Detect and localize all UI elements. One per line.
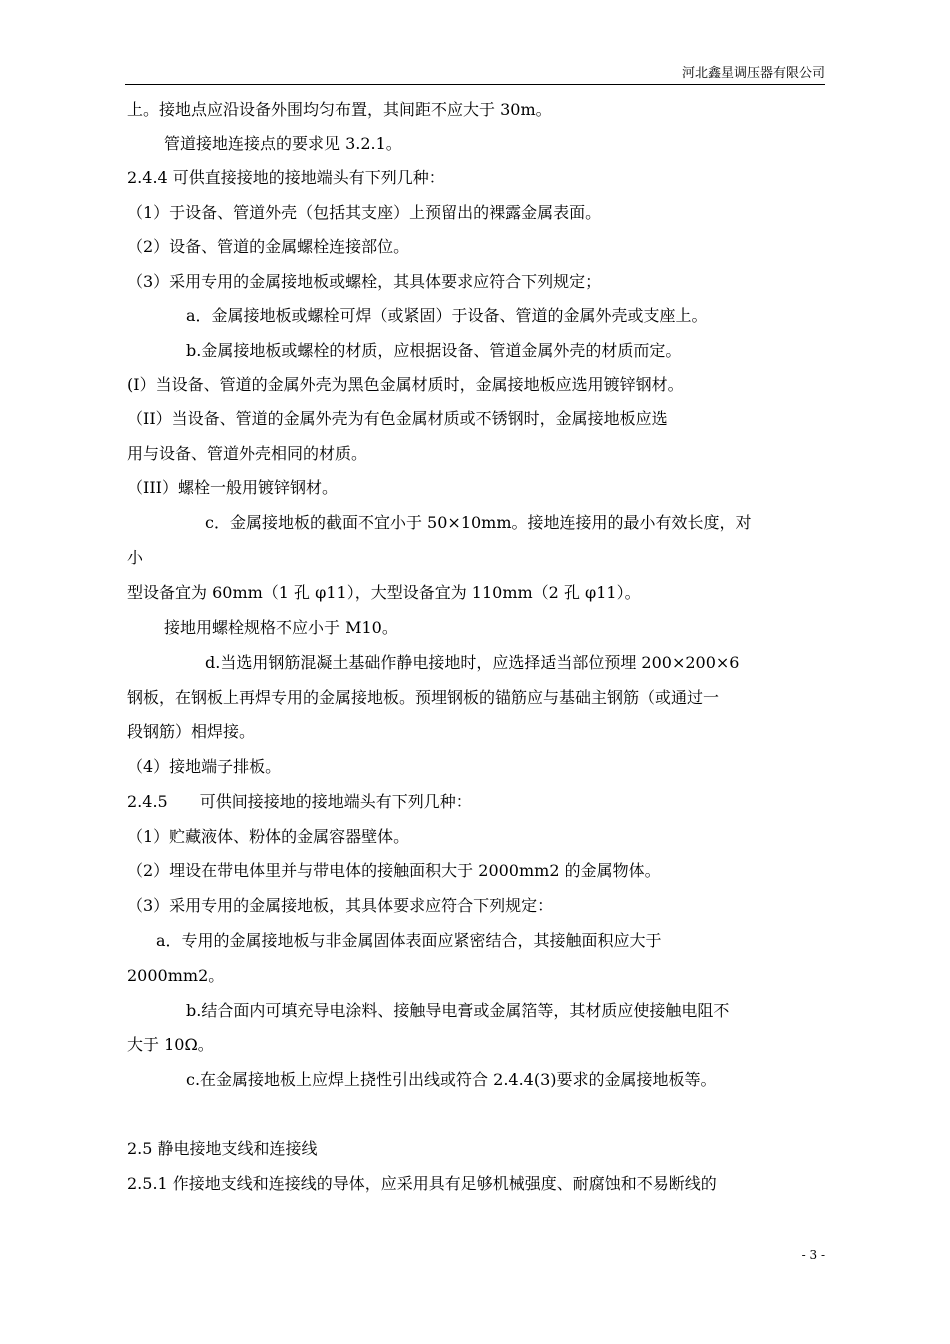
section-heading-2-4-4: 2.4.4 可供直接接地的接地端头有下列几种：	[127, 168, 445, 187]
body-line: a．专用的金属接地板与非金属固体表面应紧密结合，其接触面积应大于	[156, 931, 662, 950]
body-line: 段钢筋）相焊接。	[127, 722, 256, 741]
body-line: 管道接地连接点的要求见 3.2.1。	[164, 134, 402, 153]
header-divider	[125, 84, 825, 85]
body-line: （1）贮藏液体、粉体的金属容器壁体。	[127, 827, 410, 846]
body-line: 钢板，在钢板上再焊专用的金属接地板。预埋钢板的锚筋应与基础主钢筋（或通过一	[127, 688, 720, 707]
body-line: c．金属接地板的截面不宜小于 50×10mm。接地连接用的最小有效长度，对	[205, 513, 752, 532]
section-heading-2-5: 2.5 静电接地支线和连接线	[127, 1139, 318, 1158]
body-line: 上。接地点应沿设备外围均匀布置，其间距不应大于 30m。	[127, 100, 552, 119]
body-line: a．金属接地板或螺栓可焊（或紧固）于设备、管道的金属外壳或支座上。	[186, 306, 708, 325]
body-line: b.结合面内可填充导电涂料、接触导电膏或金属箔等，其材质应使接触电阻不	[186, 1001, 730, 1020]
body-line: （3）采用专用的金属接地板或螺栓，其具体要求应符合下列规定；	[127, 272, 602, 291]
body-line: c.在金属接地板上应焊上挠性引出线或符合 2.4.4(3)要求的金属接地板等。	[186, 1070, 717, 1089]
body-line: （2）埋设在带电体里并与带电体的接触面积大于 2000mm2 的金属物体。	[127, 861, 661, 880]
body-line: d.当选用钢筋混凝土基础作静电接地时，应选择适当部位预埋 200×200×6	[205, 653, 740, 672]
section-heading-2-5-1: 2.5.1 作接地支线和连接线的导体，应采用具有足够机械强度、耐腐蚀和不易断线的	[127, 1174, 717, 1193]
body-line: （2）设备、管道的金属螺栓连接部位。	[127, 237, 410, 256]
body-line: 大于 10Ω。	[127, 1035, 214, 1054]
section-heading-2-4-5: 2.4.5 可供间接接地的接地端头有下列几种：	[127, 792, 472, 811]
body-line: （3）采用专用的金属接地板，其具体要求应符合下列规定：	[127, 896, 554, 915]
body-line: 接地用螺栓规格不应小于 M10。	[164, 618, 398, 637]
body-line: 2000mm2。	[127, 966, 225, 985]
body-line: （4）接地端子排板。	[127, 757, 282, 776]
body-line: (I）当设备、管道的金属外壳为黑色金属材质时，金属接地板应选用镀锌钢材。	[127, 375, 684, 394]
body-line: 型设备宜为 60mm（1 孔 φ11），大型设备宜为 110mm（2 孔 φ11）。	[127, 583, 641, 602]
body-line: （III）螺栓一般用镀锌钢材。	[127, 478, 338, 497]
page-number: - 3 -	[801, 1248, 825, 1262]
body-line: （II）当设备、管道的金属外壳为有色金属材质或不锈钢时，金属接地板应选	[127, 409, 668, 428]
body-line: 小	[127, 548, 144, 567]
body-line: b.金属接地板或螺栓的材质，应根据设备、管道金属外壳的材质而定。	[186, 341, 682, 360]
body-line: （1）于设备、管道外壳（包括其支座）上预留出的裸露金属表面。	[127, 203, 602, 222]
body-line: 用与设备、管道外壳相同的材质。	[127, 444, 368, 463]
header-company-name: 河北鑫星调压器有限公司	[681, 66, 825, 81]
